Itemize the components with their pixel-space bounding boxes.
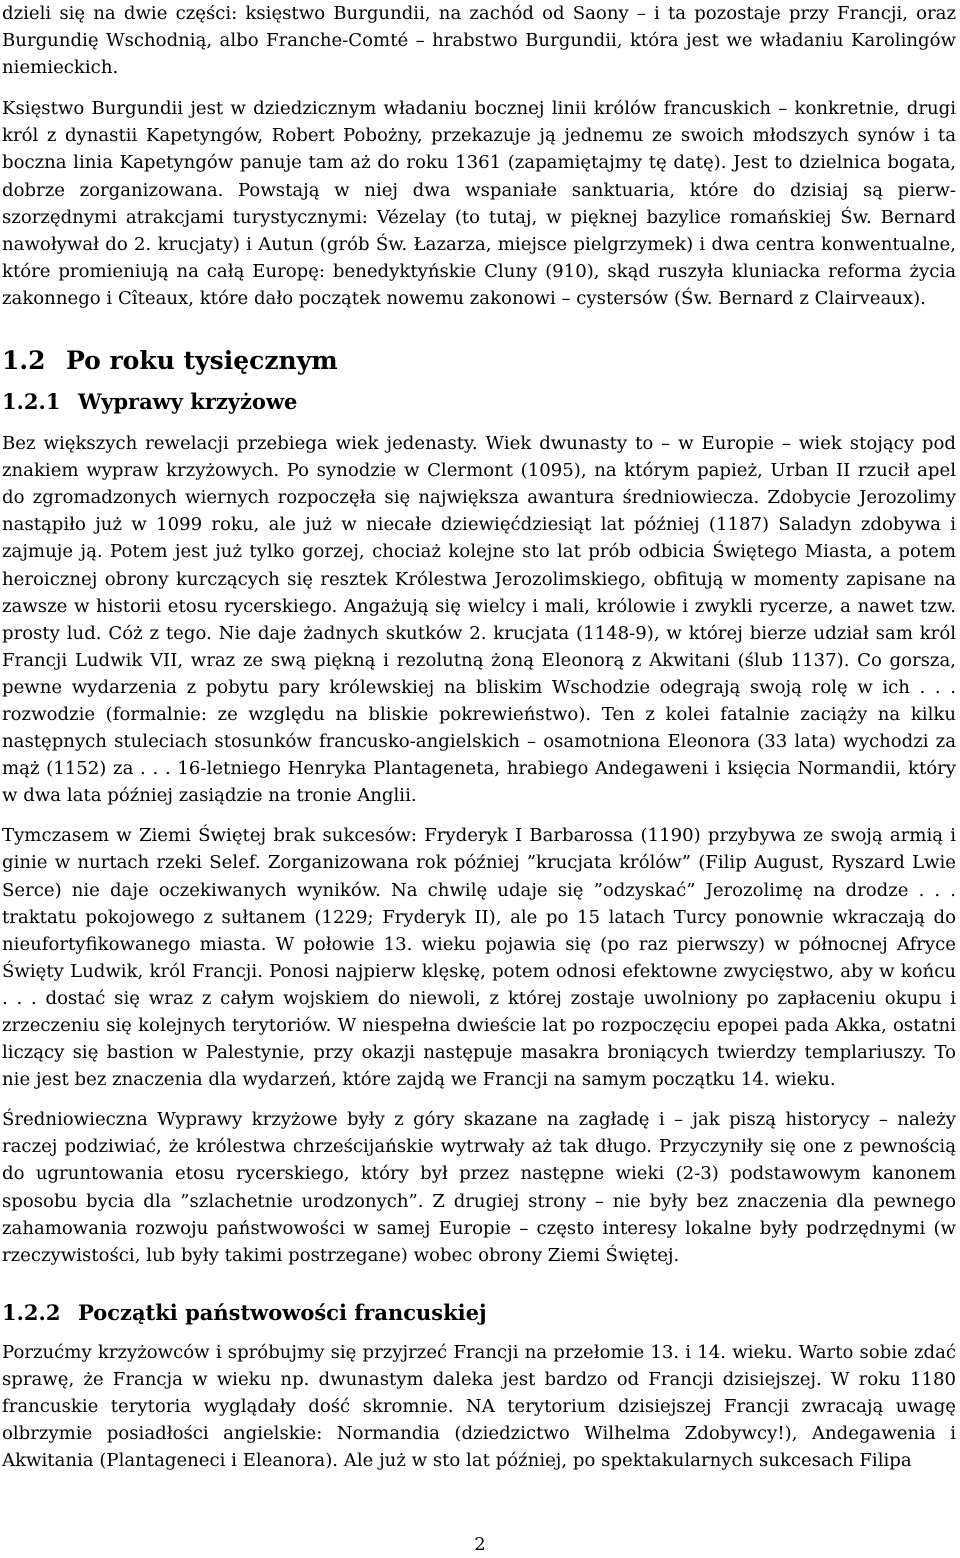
section-number: 1.2 — [2, 346, 46, 376]
subsection-heading — [2, 388, 956, 416]
paragraph: Księstwo Burgundii jest w dziedzicznym władaniu bocznej linii królów francuskich – konkretnie, drugi król z dynastii Kapetyngów, Robert Pobożny, przekazuje ją jednemu ze swoich młodszych synów i ta boczna linia Kapetyngów panuje tam aż do roku 1361 (zapamiętajmy tę datę). Jest to dzielnica bogata, dobrze zorganizowana. Powstają w niej dwa wspaniałe sanktuaria, które do dzisiaj są pierwszorzędnymi atrakcjami turystycznymi: Vézelay (to tutaj, w pięknej bazylice romańskiej Św. Bernard nawoływał do 2. krucjaty) i Autun (grób Św. Łazarza, miejsce pielgrzymek) i dwa centra konwentualne, które promieniują na całą Europę: benedyktyńskie Cluny (910), skąd ruszyła kluniacka reforma życia zakonnego i Cîteaux, które dało początek nowemu zakonowi – cystersów (Św. Bernard z Clairveaux). — [2, 98, 956, 309]
subsection-title: Początki państwowości francuskiej — [78, 1299, 487, 1325]
subsection-heading — [2, 1299, 956, 1327]
paragraph: Porzućmy krzyżowców i spróbujmy się przyjrzeć Francji na przełomie 13. i 14. wieku. Warto sobie zdać sprawę, że Francja w wieku np. dwunastym daleka jest bardzo od Francji dzisiejszej. W roku 1180 francuskie terytoria wyglądały dość skromnie. NA terytorium dzisiejszej Francji zwracają uwagę olbrzymie posiadłości angielskie: Normandia (dziedzictwo Wilhelma Zdobywcy!), Andegawenia i Akwitania (Plantageneci i Eleanora). Ale już w sto lat później, po spektakularnych sukcesach Filipa — [2, 1341, 956, 1472]
section-title: Po roku tysięcznym — [66, 346, 338, 376]
section-heading — [2, 345, 956, 377]
paragraph: Średniowieczna Wyprawy krzyżowe były z góry skazane na zagładę i – jak piszą historycy – należy raczej podziwiać, że królestwa chrześcijańskie wytrwały aż tak długo. Przyczyniły się one z pewnością do ugruntowania etosu rycerskiego, który był przez następne wieki (2-3) podstawowym kanonem sposobu bycia dla ”szlachetnie urodzonych”. Z drugiej strony – nie były bez znaczenia dla pewnego zahamowania rozwoju państwowości w samej Europie – często interesy lokalne były podrzędnymi (w rzeczywistości, lub były takimi postrzegane) wobec obrony Ziemi Świętej. — [2, 1109, 956, 1266]
subsection-number: 1.2.2 — [2, 1299, 61, 1325]
paragraph: Bez większych rewelacji przebiega wiek jedenasty. Wiek dwunasty to – w Europie – wiek stojący pod znakiem wypraw krzyżowych. Po synodzie w Clermont (1095), na którym papież, Urban II rzucił apel do zgromadzonych wiernych rozpoczęła się największa awantura średniowiecza. Zdobycie Jerozolimy nastąpiło już w 1099 roku, ale już w niecałe dziewięćdziesiąt lat później (1187) Saladyn zdobywa i zajmuje ją. Potem jest już tylko gorzej, chociaż kolejne sto lat prób odbicia Świętego Miasta, a potem heroicznej obrony kurczących się resztek Królestwa Jerozolimskiego, obfitują w momenty zapisane na zawsze w historii etosu rycerskiego. Angażują się wielcy i mali, królowie i zwykli rycerze, a nawet tzw. prosty lud. Cóż z tego. Nie daje żadnych skutków 2. krucjata (1148-9), w której bierze udział sam król Francji Ludwik VII, wraz ze swą piękną i rezolutną żoną Eleonorą z Akwitani (ślub 1137). Co gorsza, pewne wydarzenia z pobytu pary królewskiej na bliskim Wschodzie odegrają swoją rolę w ich . . . rozwodzie (formalnie: ze względu na bliskie pokrewieństwo). Ten z kolei fatalnie zaciąży na kilku następnych stuleciach stosunków francusko-angielskich – osamotniona Eleonora (33 lata) wychodzi za mąż (1152) za . . . 16-letniego Henryka Plantageneta, hrabiego Andegaweni i księcia Normandii, który w dwa lata później zasiądzie na tronie Anglii. — [2, 433, 956, 807]
paragraph: Tymczasem w Ziemi Świętej brak sukcesów: Fryderyk I Barbarossa (1190) przybywa ze swoją armią i ginie w nurtach rzeki Selef. Zorganizowana rok później ”krucjata królów” (Filip August, Ryszard Lwie Serce) nie daje oczekiwanych wyników. Na chwilę udaje się ”odzyskać” Jerozolimę na drodze . . . traktatu pokojowego z sułtanem (1229; Fryderyk II), ale po 15 latach Turcy ponownie wkraczają do nieufortyfikowanego miasta. W połowie 13. wieku pojawia się (po raz pierwszy) w północnej Afryce Święty Ludwik, król Francji. Ponosi najpierw klęskę, potem odnosi efektowne zwycięstwo, aby w końcu . . . dostać się wraz z całym wojskiem do niewoli, z której zostaje uwolniony po zapłaceniu okupu i zrzeczeniu się kolejnych terytoriów. W niespełna dwieście lat po rozpoczęciu epopei pada Akka, ostatni liczący się bastion w Palestynie, przy okazji następuje masakra broniących twierdzy templariuszy. To nie jest bez znaczenia dla wydarzeń, które zajdą we Francji na samym początku 14. wieku. — [2, 825, 956, 1091]
page-number: 2 — [474, 1534, 486, 1555]
document-page — [2, 0, 956, 1474]
paragraph: dzieli się na dwie części: księstwo Burgundii, na zachód od Saony – i ta pozostaje przy Francji, oraz Burgundię Wschodnią, albo Franche-Comté – hrabstwo Burgundii, która jest we władaniu Karolingów niemieckich. — [2, 3, 956, 79]
subsection-title: Wyprawy krzyżowe — [78, 389, 298, 415]
subsection-number: 1.2.1 — [2, 389, 61, 415]
